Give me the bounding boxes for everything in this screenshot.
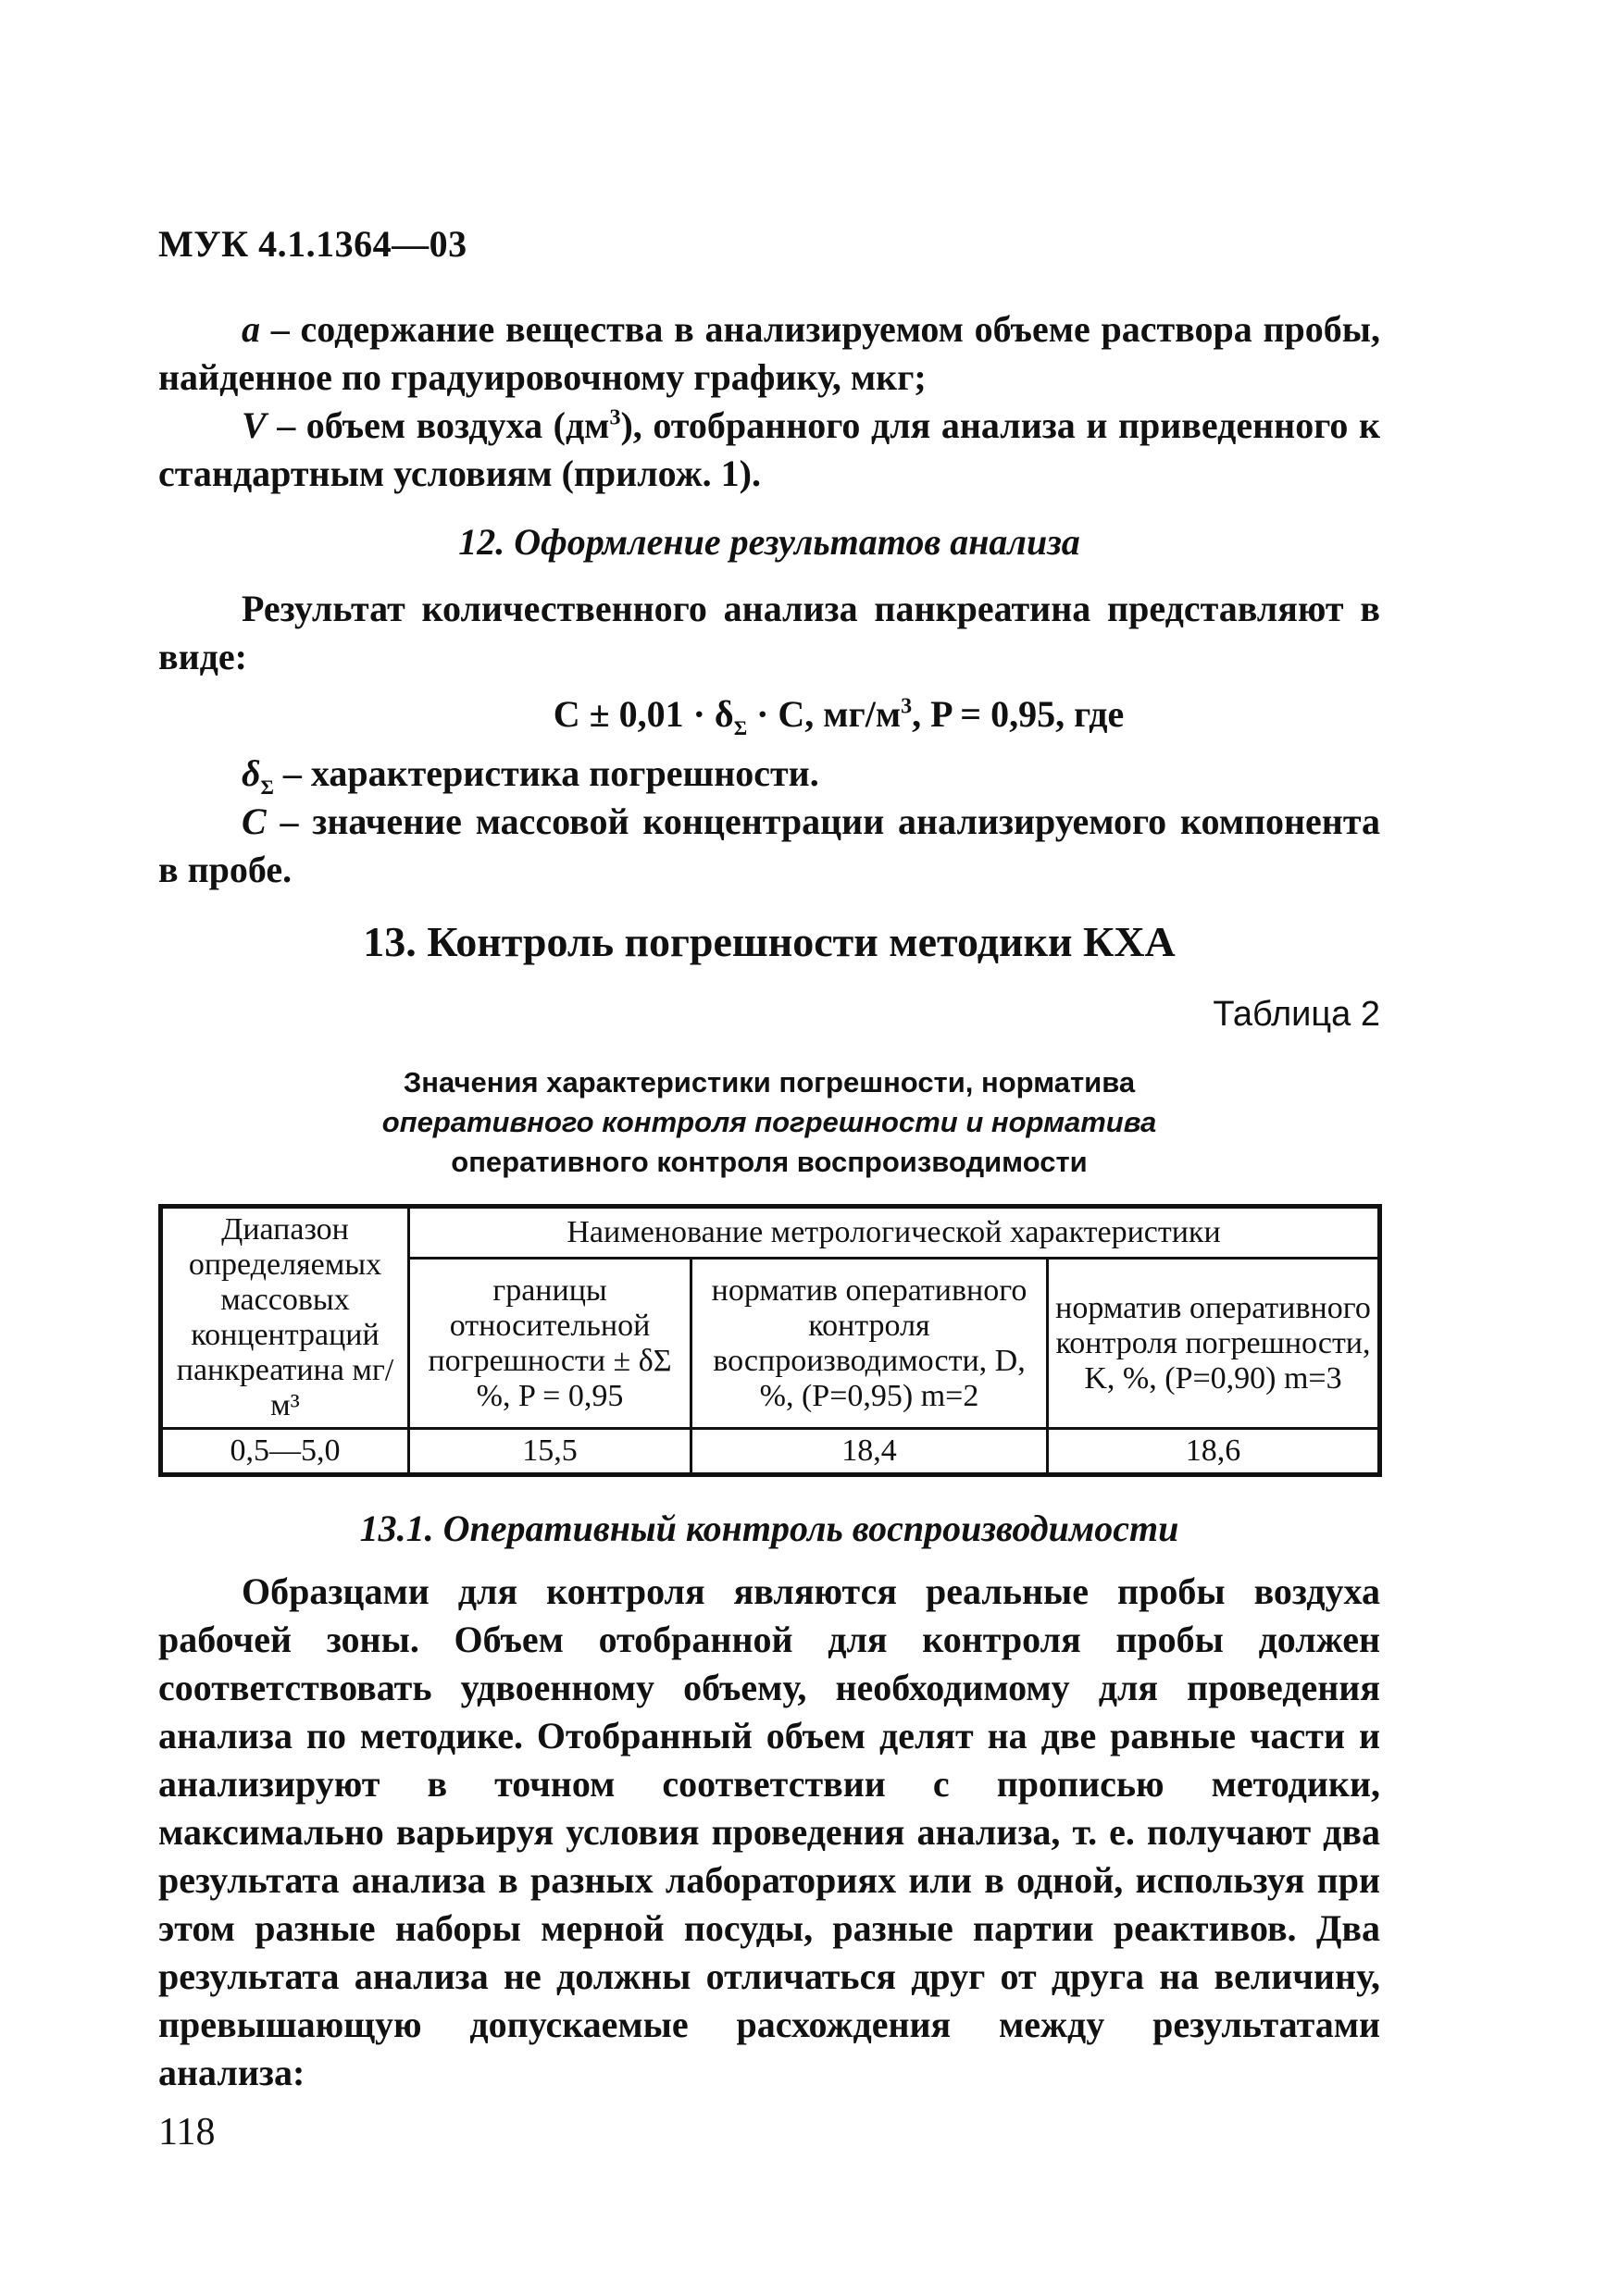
formula-sup: 3	[901, 694, 913, 719]
definition-v-text-2: ), отобранного для анализа и приведенного к стандартным условиям (прилож. 1).	[158, 404, 1380, 494]
formula-part-2: · C, мг/м	[747, 693, 902, 735]
metrology-table	[158, 1204, 1382, 1477]
definition-a-text: – содержание вещества в анализируемом объеме раствора пробы, найденное по градуировочному графику, мкг;	[158, 308, 1380, 398]
symbol-c: C	[242, 800, 267, 842]
definition-c	[158, 798, 1380, 894]
formula-part-3: , P = 0,95, где	[912, 693, 1125, 735]
cell-reproducibility: 18,4	[691, 1429, 1048, 1475]
definition-delta	[158, 750, 1380, 798]
section-12-paragraph: Результат количественного анализа панкреатина представляют в виде:	[158, 588, 1380, 677]
page-number: 118	[158, 2111, 216, 2153]
symbol-v: V	[242, 404, 267, 446]
table-title-line-1: Значения характеристики погрешности, норматива	[403, 1066, 1136, 1098]
header-range: Диапазон определяемых массовых концентраций панкреатина мг/м³	[161, 1207, 409, 1429]
table-title-line-2: оперативного контроля погрешности и норматива	[381, 1106, 1157, 1138]
table-row	[161, 1429, 1380, 1475]
definition-v	[158, 402, 1380, 498]
definition-a	[158, 305, 1380, 402]
formula-part-1: C ± 0,01 · δ	[553, 693, 734, 735]
symbol-delta: δ	[242, 752, 261, 794]
result-formula	[158, 690, 1380, 738]
definition-c-text: – значение массовой концентрации анализируемого компонента в пробе.	[158, 800, 1380, 890]
formula-sub: Σ	[733, 716, 748, 739]
table-title-line-3: оперативного контроля воспроизводимости	[451, 1146, 1088, 1178]
document-body	[158, 305, 1380, 2097]
cell-error-bounds: 15,5	[409, 1429, 691, 1475]
table-label: Таблица 2	[1213, 995, 1380, 1034]
definition-delta-text: – характеристика погрешности.	[273, 752, 819, 794]
symbol-delta-sub: Σ	[260, 776, 274, 799]
definition-v-sup: 3	[609, 405, 621, 430]
header-reproducibility: норматив оперативного контроля воспроизводимости, D, %, (P=0,95) m=2	[691, 1259, 1048, 1429]
section-13-title: 13. Контроль погрешности методики КХА	[363, 918, 1176, 965]
symbol-a: a	[242, 308, 260, 350]
cell-range: 0,5—5,0	[161, 1429, 409, 1475]
cell-error-control: 18,6	[1048, 1429, 1380, 1475]
header-error-bounds: границы относительной погрешности ± δΣ %, P = 0,95	[409, 1259, 691, 1429]
section-13-1-paragraph: Образцами для контроля являются реальные пробы воздуха рабочей зоны. Объем отобранной для контроля пробы должен соответствовать удвоенному объему, необходимому для проведения анализа по методике. Отобранный объем делят на две равные части и анализируют в точном соответствии с прописью методики, максимально варьируя условия проведения анализа, т. е. получают два результата анализа в разных лабораториях или в одной, используя при этом разные наборы мерной посуды, разные партии реактивов. Два результата анализа не должны отличаться друг от друга на величину, превышающую допускаемые расхождения между результатами анализа:	[158, 1570, 1380, 2093]
section-12-title: 12. Оформление результатов анализа	[458, 521, 1080, 563]
header-error-control: норматив оперативного контроля погрешности, K, %, (P=0,90) m=3	[1048, 1259, 1380, 1429]
section-13-1-title: 13.1. Оперативный контроль воспроизводимости	[359, 1508, 1179, 1549]
header-group: Наименование метрологической характеристики	[409, 1207, 1380, 1259]
document-header: МУК 4.1.1364—03	[158, 223, 467, 265]
definition-v-text-1: – объем воздуха (дм	[266, 404, 610, 446]
